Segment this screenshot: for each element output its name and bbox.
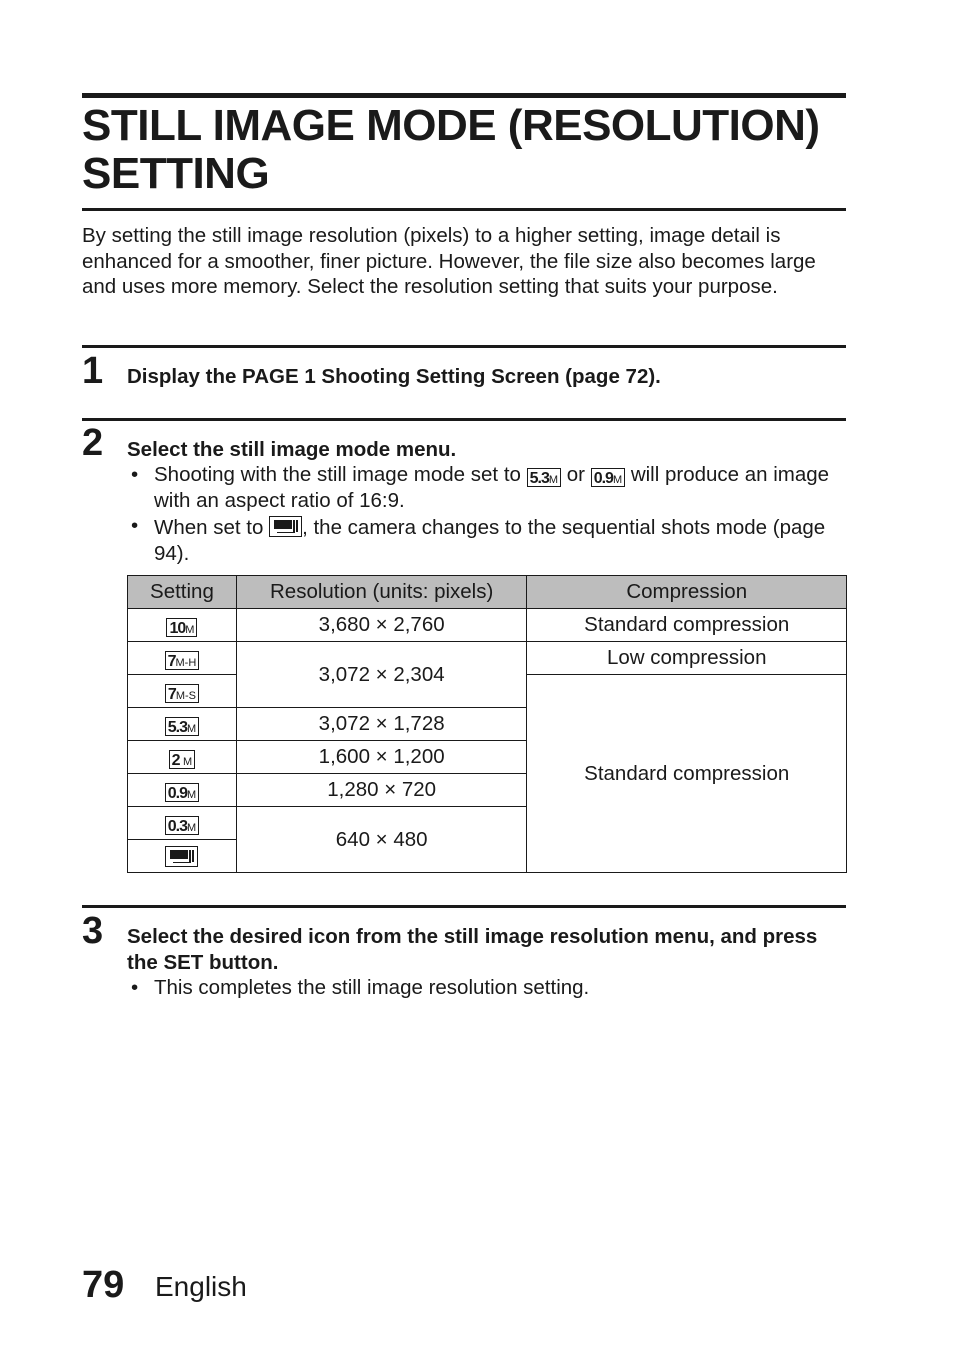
mode-0-3m-icon: 0.3M: [165, 816, 199, 835]
sequential-shots-icon: [165, 846, 198, 867]
resolution-cell: 1,280 × 720: [236, 774, 527, 807]
bullet-text: or: [566, 463, 585, 486]
bullet-text: will produce an image with an aspect ratio of 16:9.: [154, 463, 830, 512]
mode-0-9m-icon: 0.9M: [165, 783, 199, 802]
page-title: [82, 102, 846, 198]
resolution-table: [127, 575, 847, 873]
step-2-rule: [82, 418, 846, 421]
step-2-heading: Select the still image mode menu.: [127, 438, 457, 461]
page-title-line2: SETTING: [82, 149, 270, 198]
bullet-dot: •: [131, 463, 139, 486]
setting-cell: [128, 741, 237, 774]
mode-7m-h-icon: 7M-H: [165, 651, 200, 670]
compression-cell: Standard compression: [527, 675, 847, 873]
bullet-text: Shooting with the still image mode set to: [154, 463, 521, 486]
resolution-cell: 3,680 × 2,760: [236, 609, 527, 642]
table-row: [128, 609, 847, 642]
table-header-row: [128, 576, 847, 609]
step-3-heading: Select the desired icon from the still image resolution menu, and press the SET button.: [127, 925, 818, 974]
step-1-heading: Display the PAGE 1 Shooting Setting Screen (page 72).: [127, 365, 661, 388]
setting-cell: [128, 840, 237, 873]
setting-cell: [128, 774, 237, 807]
step-2-bullets: [127, 462, 846, 566]
header-compression: Compression: [527, 576, 847, 609]
intro-paragraph: By setting the still image resolution (pixels) to a higher setting, image detail is enhanced for a smoother, finer picture. However, the file size also becomes large and uses more memory. Select the resolution setting that suits your purpose.: [82, 224, 816, 299]
bullet-dot: •: [131, 514, 139, 537]
compression-cell: Standard compression: [527, 609, 847, 642]
setting-cell: [128, 675, 237, 708]
sequential-shots-icon: [269, 516, 302, 537]
step-2-bullet-sequential: [127, 513, 846, 566]
step-3-bullets: [127, 975, 846, 1001]
setting-cell: [128, 609, 237, 642]
setting-cell: [128, 807, 237, 840]
mode-5-3m-icon: 5.3M: [165, 717, 199, 736]
step-3-rule: [82, 905, 846, 908]
mode-10m-icon: 10M: [166, 618, 197, 637]
bullet-text: , the camera changes to the sequential shots mode (page 94).: [154, 516, 826, 565]
header-setting: Setting: [128, 576, 237, 609]
resolution-cell: 3,072 × 2,304: [236, 642, 527, 708]
resolution-cell: 3,072 × 1,728: [236, 708, 527, 741]
compression-cell: Low compression: [527, 642, 847, 675]
page-number: 79: [82, 1264, 125, 1306]
header-resolution: Resolution (units: pixels): [236, 576, 527, 609]
bullet-text: This completes the still image resolution setting.: [154, 976, 590, 999]
step-2-number: 2: [82, 422, 104, 464]
step-3-bullet: [127, 975, 846, 1001]
step-3-number: 3: [82, 910, 104, 952]
language-label: English: [155, 1271, 247, 1302]
mode-5-3m-icon: 5.3M: [527, 468, 561, 487]
setting-cell: [128, 708, 237, 741]
title-top-rule: [82, 93, 846, 98]
page-title-line1: STILL IMAGE MODE (RESOLUTION): [82, 101, 820, 150]
step-2-bullet-aspect: [127, 462, 846, 513]
title-bottom-rule: [82, 208, 846, 211]
mode-2m-icon: 2 M: [169, 750, 196, 769]
bullet-dot: •: [131, 976, 139, 999]
bullet-text: When set to: [154, 516, 264, 539]
table-row: [128, 642, 847, 675]
mode-7m-s-icon: 7M-S: [165, 684, 199, 703]
setting-cell: [128, 642, 237, 675]
step-1-rule: [82, 345, 846, 348]
resolution-cell: 1,600 × 1,200: [236, 741, 527, 774]
mode-0-9m-icon: 0.9M: [591, 468, 625, 487]
resolution-cell: 640 × 480: [236, 807, 527, 873]
step-1-number: 1: [82, 350, 104, 392]
